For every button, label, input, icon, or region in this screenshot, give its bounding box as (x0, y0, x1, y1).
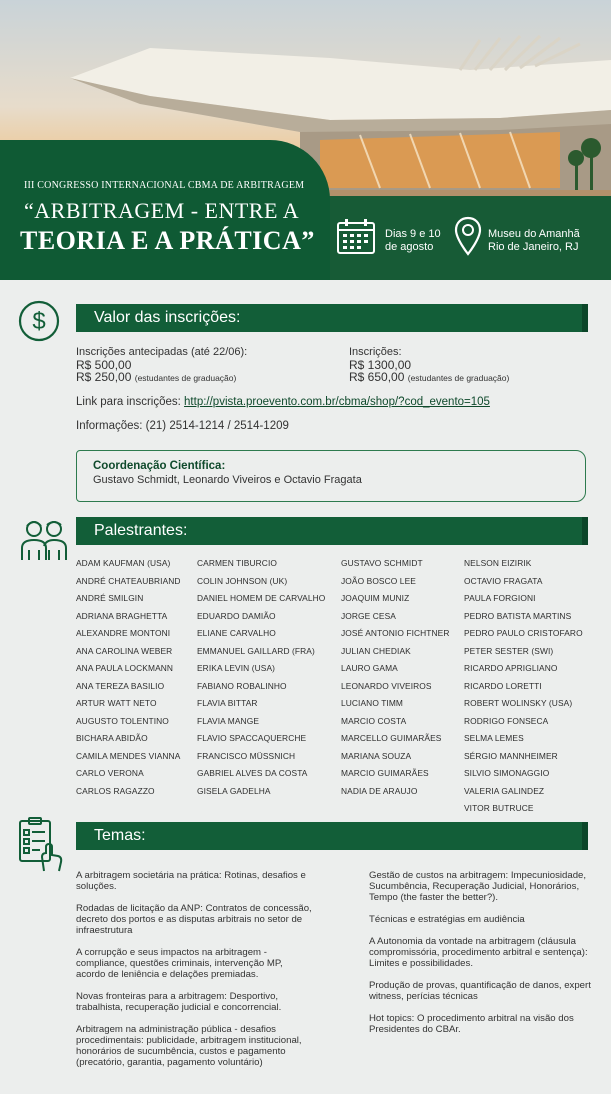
speaker-name: JORGE CESA (341, 610, 396, 621)
svg-text:$: $ (32, 308, 46, 335)
speaker-name: PETER SESTER (SWI) (464, 645, 554, 656)
speaker-name: DANIEL HOMEM DE CARVALHO (197, 593, 326, 603)
registration-link[interactable]: http://pvista.proevento.com.br/cbma/shop/?cod_evento=105 (184, 396, 490, 408)
speaker-name: ANDRÉ SMILGIN (76, 593, 144, 603)
early-student-price: R$ 250,00 (76, 370, 132, 384)
speaker-name: OCTAVIO FRAGATA (464, 575, 543, 586)
theme-item: Hot topics: O procedimento arbitral na visão dos Presidentes do CBAr. (369, 1013, 574, 1035)
calendar-icon (337, 218, 375, 254)
speaker-name: ROBERT WOLINSKY (USA) (464, 698, 573, 708)
speaker-name: ANDRÉ CHATEAUBRIAND (76, 575, 181, 586)
speaker-name: MARCIO COSTA (341, 715, 407, 726)
speakers-banner: Palestrantes: (76, 517, 588, 545)
speakers-column-2 (197, 555, 325, 800)
regular-price: R$ 1300,00 (349, 357, 412, 372)
location-pin-icon (454, 216, 482, 256)
early-student-row (76, 371, 247, 385)
speaker-name: LAURO GAMA (341, 663, 398, 673)
event-venue (488, 228, 608, 254)
speaker-name: JOSÉ ANTONIO FICHTNER (341, 628, 450, 638)
speaker-name: LEONARDO VIVEIROS (341, 680, 432, 691)
speaker-name: GABRIEL ALVES DA COSTA (197, 768, 308, 778)
venue-name: Museu do Amanhã (488, 228, 580, 240)
speaker-name: CAMILA MENDES VIANNA (76, 750, 181, 761)
speaker-name: LUCIANO TIMM (341, 698, 404, 708)
speaker-name: COLIN JOHNSON (UK) (197, 575, 288, 586)
speaker-name: RICARDO APRIGLIANO (464, 663, 558, 673)
speaker-name: GISELA GADELHA (197, 785, 271, 796)
speaker-name: JULIAN CHEDIAK (341, 645, 411, 656)
congress-name: III CONGRESSO INTERNACIONAL CBMA DE ARBITRAGEM (24, 180, 305, 191)
hero-banner (0, 0, 611, 280)
speaker-name: CARMEN TIBURCIO (197, 558, 277, 568)
speaker-name: ERIKA LEVIN (USA) (197, 663, 276, 673)
speaker-name: JOAQUIM MUNIZ (341, 593, 410, 603)
speaker-name: CARLOS RAGAZZO (76, 785, 155, 796)
theme-item: Novas fronteiras para a arbitragem: Desportivo, trabalhista, recuperação judicial e concorrencial. (76, 991, 282, 1013)
speaker-name: FLAVIO SPACCAQUERCHE (197, 733, 307, 743)
speaker-name: FLAVIA MANGE (197, 715, 260, 726)
event-title-line2: TEORIA E A PRÁTICA” (20, 226, 315, 255)
speaker-name: RODRIGO FONSECA (464, 715, 549, 726)
coordination-names: Gustavo Schmidt, Leonardo Viveiros e Octavio Fragata (93, 474, 362, 486)
speaker-name: RICARDO LORETTI (464, 680, 542, 691)
speaker-name: ARTUR WATT NETO (76, 698, 157, 708)
speaker-name: ANA PAULA LOCKMANN (76, 663, 174, 673)
speakers-column-1 (76, 555, 181, 800)
early-student-note: (estudantes de graduação) (134, 373, 237, 383)
speaker-name: GUSTAVO SCHMIDT (341, 558, 423, 568)
regular-student-row (349, 371, 509, 385)
speaker-name: CARLO VERONA (76, 768, 144, 778)
speaker-name: SELMA LEMES (464, 733, 524, 743)
speakers-column-3 (341, 555, 450, 800)
speaker-name: JOÃO BOSCO LEE (341, 575, 416, 586)
coordination-title: Coordenação Científica: (93, 460, 226, 472)
early-price: R$ 500,00 (76, 357, 132, 372)
speakers-icon (20, 516, 68, 562)
regular-label: Inscrições: (349, 346, 402, 358)
speaker-name: AUGUSTO TOLENTINO (76, 715, 169, 726)
speaker-name: MARCIO GUIMARÃES (341, 768, 429, 778)
speaker-name: SÉRGIO MANNHEIMER (464, 750, 558, 761)
themes-column-2 (369, 870, 607, 1046)
registration-banner: Valor das inscrições: (76, 304, 588, 332)
speaker-name: ANA CAROLINA WEBER (76, 645, 173, 656)
registration-link-row (76, 396, 490, 408)
speaker-name: ADAM KAUFMAN (USA) (76, 558, 171, 568)
speaker-name: ANA TEREZA BASILIO (76, 680, 165, 691)
venue-city: Rio de Janeiro, RJ (488, 241, 579, 253)
speaker-name: NELSON EIZIRIK (464, 558, 532, 568)
speaker-name: FLAVIA BITTAR (197, 698, 258, 708)
speaker-name: FRANCISCO MÜSSNICH (197, 750, 296, 761)
speaker-name: PEDRO BATISTA MARTINS (464, 610, 572, 621)
speaker-name: PAULA FORGIONI (464, 593, 536, 603)
theme-item: Gestão de custos na arbitragem: Impecuniosidade, Sucumbência, Recuperação Judicial, Honorários, Tempo (the faster the better?). (369, 870, 587, 903)
dollar-icon (18, 300, 60, 342)
checklist-icon (18, 817, 64, 873)
speaker-name: MARCELLO GUIMARÃES (341, 733, 442, 743)
speaker-name: EMMANUEL GAILLARD (FRA) (197, 645, 315, 656)
speaker-name: FABIANO ROBALINHO (197, 680, 287, 691)
speaker-name: EDUARDO DAMIÃO (197, 610, 276, 621)
speaker-name: SILVIO SIMONAGGIO (464, 768, 550, 778)
early-registration (76, 346, 247, 385)
themes-banner: Temas: (76, 822, 588, 850)
registration-link-label: Link para inscrições: (76, 396, 181, 408)
theme-item: Técnicas e estratégias em audiência (369, 914, 525, 925)
speakers-column-4 (464, 555, 583, 818)
event-title-line1: “ARBITRAGEM - ENTRE A (24, 198, 300, 223)
theme-item: Arbitragem na administração pública - desafios procedimentais: publicidade, arbitragem institucional, honorários de sucumbência, custos e pagamento (precatório, garantia, pagamento voluntário) (76, 1024, 302, 1068)
regular-registration (349, 346, 509, 385)
speaker-name: VITOR BUTRUCE (464, 803, 534, 813)
early-label: Inscrições antecipadas (até 22/06): (76, 346, 248, 358)
theme-item: Rodadas de licitação da ANP: Contratos de concessão, decreto dos portos e as disputas arbitrais no setor de infraestrutura (76, 903, 312, 936)
speaker-name: BICHARA ABIDÃO (76, 733, 148, 743)
theme-item: Produção de provas, quantificação de danos, expert witness, perícias técnicas (369, 980, 591, 1002)
speaker-name: MARIANA SOUZA (341, 750, 412, 761)
theme-item: A Autonomia da vontade na arbitragem (cláusula compromissória, procedimento arbitral e sentença): Limites e possibilidades. (369, 936, 588, 969)
speaker-name: ELIANE CARVALHO (197, 628, 276, 638)
theme-item: A arbitragem societária na prática: Rotinas, desafios e soluções. (76, 870, 306, 892)
speaker-name: ADRIANA BRAGHETTA (76, 610, 168, 621)
coordination-box (76, 450, 586, 502)
speaker-name: VALERIA GALINDEZ (464, 785, 545, 796)
speaker-name: PEDRO PAULO CRISTOFARO (464, 628, 583, 638)
event-dates: Dias 9 e 10 de agosto (385, 228, 441, 253)
contact-info: Informações: (21) 2514-1214 / 2514-1209 (76, 420, 289, 432)
theme-item: A corrupção e seus impactos na arbitragem - compliance, questões criminais, intervenção MP, acordo de leniência e delações premiadas. (76, 947, 283, 980)
speaker-name: NADIA DE ARAUJO (341, 785, 418, 796)
themes-column-1 (76, 870, 314, 1079)
speaker-name: ALEXANDRE MONTONI (76, 628, 171, 638)
regular-student-price: R$ 650,00 (349, 370, 405, 384)
regular-student-note: (estudantes de graduação) (407, 373, 510, 383)
